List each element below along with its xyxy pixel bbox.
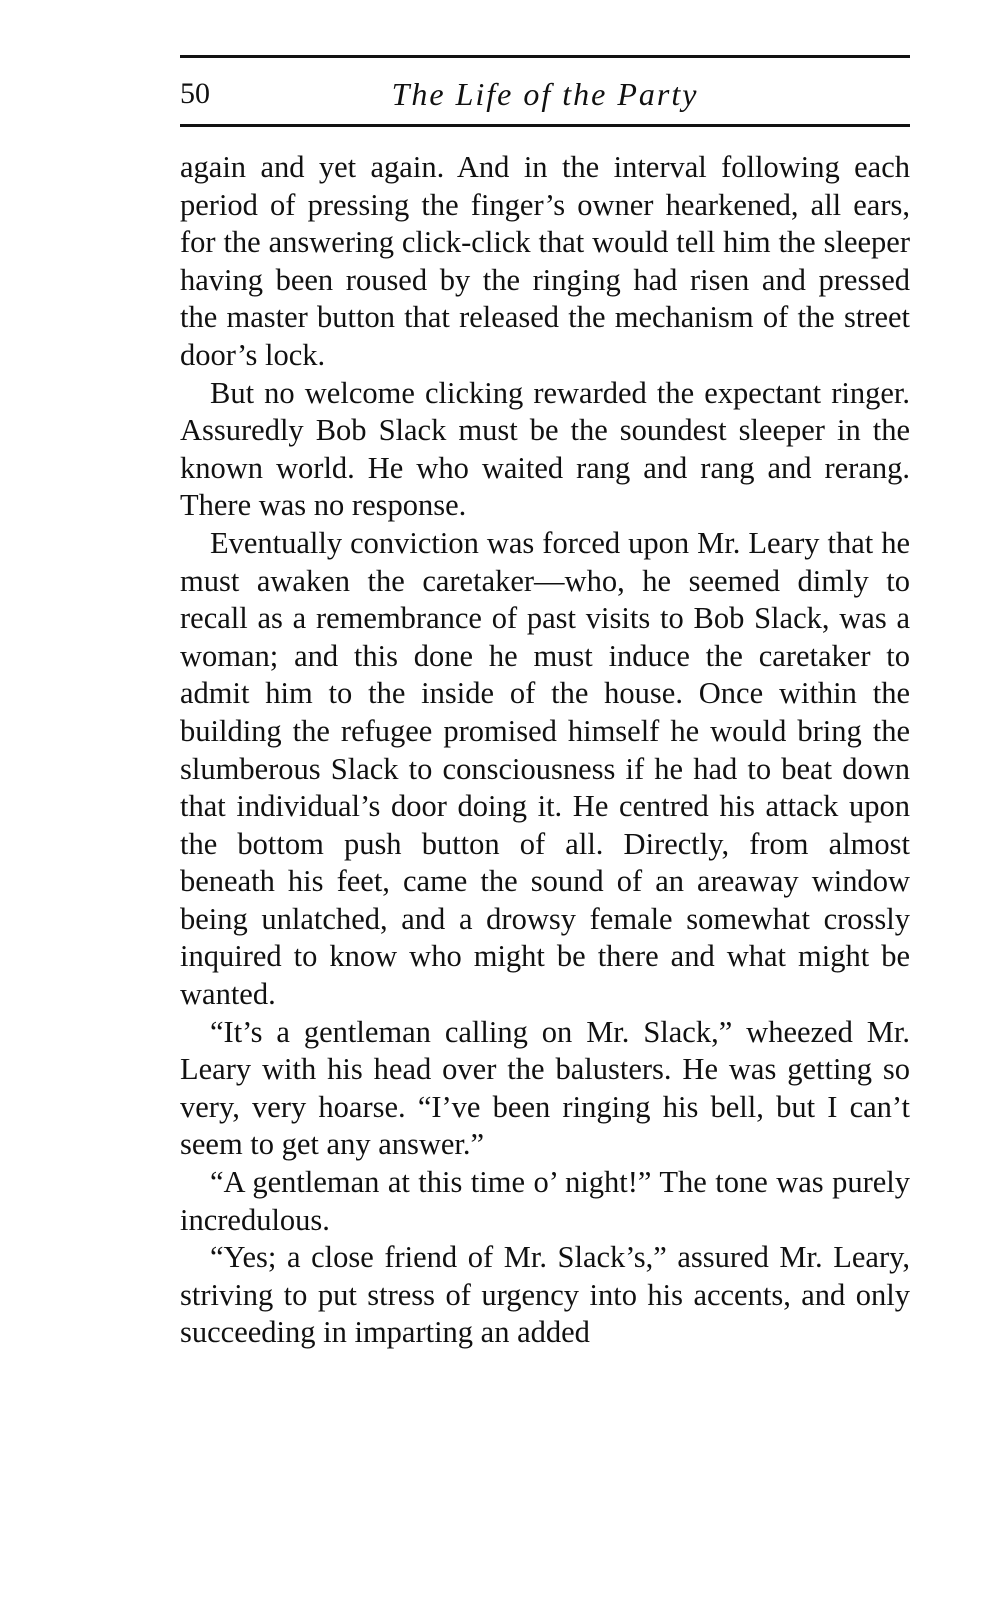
header-rule-top xyxy=(180,55,910,58)
book-page xyxy=(180,55,910,1352)
body-text xyxy=(180,149,910,1352)
paragraph: “It’s a gentleman calling on Mr. Slack,” wheezed Mr. Leary with his head over the balusters. He was getting so very, very hoarse. “I’ve been ringing his bell, but I can’t seem to get any answer.” xyxy=(180,1014,910,1162)
paragraph: But no welcome clicking rewarded the expectant ringer. Assuredly Bob Slack must be the soundest sleeper in the known world. He who waited rang and rang and rerang. There was no response. xyxy=(180,375,910,523)
paragraph: “A gentleman at this time o’ night!” The tone was purely incredulous. xyxy=(180,1165,910,1237)
paragraph: Eventually conviction was forced upon Mr. Leary that he must awaken the caretaker—who, he seemed dimly to recall as a remembrance of past visits to Bob Slack, was a woman; and this done he must induce the caretaker to admit him to the inside of the house. Once within the building the refugee promised himself he would bring the slumberous Slack to consciousness if he had to beat down that individual’s door doing it. He centred his attack upon the bottom push button of all. Directly, from almost beneath his feet, came the sound of an areaway window being unlatched, and a drowsy female somewhat crossly inquired to know who might be there and what might be wanted. xyxy=(180,525,910,1012)
page-number: 50 xyxy=(180,77,210,110)
running-title: The Life of the Party xyxy=(391,76,699,112)
paragraph: “Yes; a close friend of Mr. Slack’s,” assured Mr. Leary, striving to put stress of urgency into his accents, and only succeeding in imparting an added xyxy=(180,1240,910,1350)
header-rule-bottom xyxy=(180,124,910,127)
running-head xyxy=(180,72,910,116)
paragraph: again and yet again. And in the interval following each period of pressing the finger’s owner hearkened, all ears, for the answering click-click that would tell him the sleeper having been roused by the ringing had risen and pressed the master button that released the mechanism of the street door’s lock. xyxy=(180,150,910,372)
